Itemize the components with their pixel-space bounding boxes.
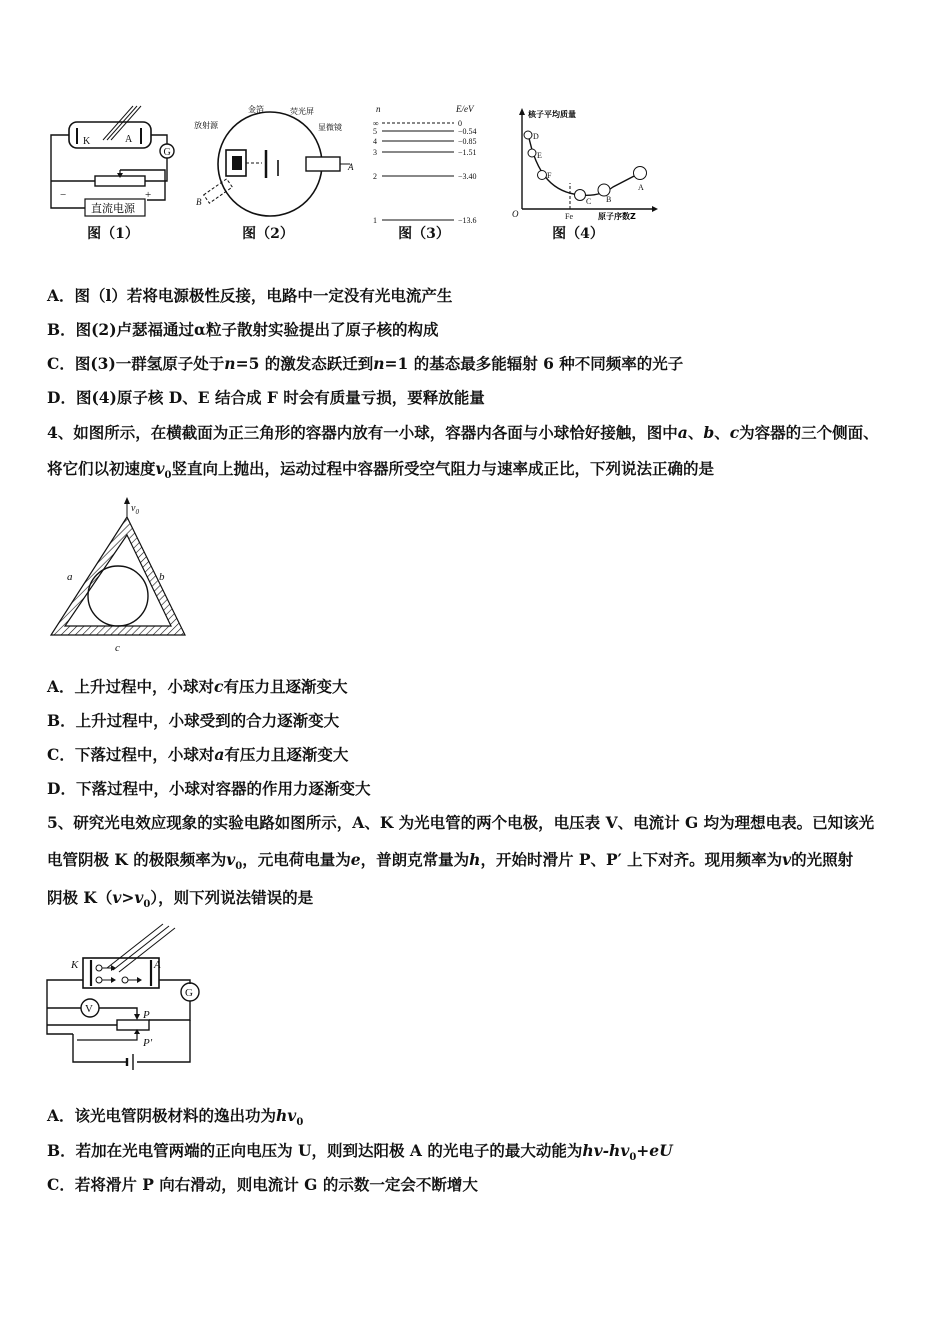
q3-option-a: A．图（l）若将电源极性反接，电路中一定没有光电流产生 [47, 286, 453, 305]
q4-fig-label-b: b [159, 571, 165, 583]
fig2-foil-label: 金箔 [248, 105, 264, 114]
svg-text:2: 2 [373, 172, 377, 181]
q5-stem-line-2: 电管阴极 K 的极限频率为$v_0$，元电荷电量为e，普朗克常量为h，开始时滑片 P、P′ 上下对齐。现用频率为v的光照射 [47, 850, 854, 873]
q4-stem-line-2: 将它们以初速度$v_0$竖直向上抛出，运动过程中容器所受空气阻力与速率成正比，下列说法正确的是 [47, 459, 715, 482]
svg-text:−0.85: −0.85 [458, 137, 477, 146]
fig4-origin: O [512, 209, 519, 219]
svg-text:3: 3 [373, 148, 377, 157]
q5-fig-label-v: V [85, 1003, 93, 1015]
svg-text:−0.54: −0.54 [458, 127, 477, 136]
fig2-label-b: B [196, 197, 202, 207]
q3-option-c: C．图(3)一群氢原子处于n=5 的激发态跃迁到n=1 的基态最多能辐射 6 种不同频率的光子 [47, 354, 684, 373]
q4-option-d: D．下落过程中，小球对容器的作用力逐渐变大 [47, 779, 371, 798]
fig1-plus: + [145, 189, 152, 201]
q4-fig-label-c: c [115, 642, 120, 654]
fig2-microscope-label: 显微镜 [318, 123, 342, 132]
q5-option-b: B．若加在光电管两端的正向电压为 U，则到达阳极 A 的光电子的最大动能为$hv-hv_0+eU$ [47, 1141, 673, 1164]
figure-2-alpha-scattering [190, 100, 355, 222]
q4-option-c: C．下落过程中，小球对a有压力且逐渐变大 [47, 745, 349, 764]
fig2-source-label: 放射源 [194, 121, 218, 130]
fig3-level-inf [373, 119, 462, 128]
svg-text:4: 4 [373, 137, 377, 146]
q4-fig-v0: $v_0$ [131, 503, 139, 516]
fig4-point-b [598, 184, 611, 204]
svg-text:∞: ∞ [373, 119, 379, 128]
fig4-point-a [634, 167, 647, 193]
figure-3-caption: 图（3） [398, 226, 450, 242]
figure-4-binding-curve [508, 105, 658, 223]
q5-fig-label-p2: P′ [143, 1037, 153, 1049]
fig1-minus: − [60, 189, 67, 201]
fig4-xlabel: 原子序数Z [598, 212, 636, 221]
figure-4-caption: 图（4） [552, 226, 604, 242]
fig3-level-3 [373, 148, 477, 157]
svg-text:1: 1 [373, 216, 377, 225]
svg-text:B: B [606, 195, 612, 204]
svg-text:5: 5 [373, 127, 377, 136]
q5-fig-label-g: G [185, 987, 193, 999]
q4-fig-label-a: a [67, 571, 73, 583]
figure-3-energy-levels [368, 100, 493, 225]
q4-figure-triangle-container [45, 495, 195, 655]
q5-stem-line-1: 5、研究光电效应现象的实验电路如图所示，A、K 为光电管的两个电极，电压表 V、电流计 G 均为理想电表。已知该光 [47, 813, 875, 832]
q4-stem-line-1: 4、如图所示，在横截面为正三角形的容器内放有一小球，容器内各面与小球恰好接触，图中a、b、c为容器的三个侧面、 [47, 423, 879, 442]
fig4-point-d [524, 131, 539, 141]
svg-text:A: A [638, 183, 644, 192]
fig3-level-4 [373, 137, 477, 146]
fig3-col-n: n [376, 104, 381, 114]
svg-text:E: E [537, 151, 542, 160]
fig3-col-e: E/eV [456, 104, 474, 114]
q3-option-b: B．图(2)卢瑟福通过α粒子散射实验提出了原子核的构成 [47, 320, 439, 339]
fig4-point-f [538, 171, 553, 181]
q5-fig-label-p: P [143, 1009, 150, 1021]
q5-fig-label-a: A [154, 959, 161, 971]
q3-option-d: D．图(4)原子核 D、E 结合成 F 时会有质量亏损，要释放能量 [47, 388, 485, 407]
svg-text:C: C [586, 197, 592, 206]
fig4-fe: Fe [565, 212, 573, 221]
figure-2-caption: 图（2） [242, 226, 294, 242]
fig1-label-a: A [125, 134, 133, 145]
q4-option-b: B．上升过程中，小球受到的合力逐渐变大 [47, 711, 340, 730]
svg-text:D: D [533, 132, 539, 141]
svg-text:0: 0 [458, 119, 462, 128]
q5-option-a: A．该光电管阴极材料的逸出功为$hv_0$ [47, 1106, 304, 1129]
fig1-label-k: K [83, 136, 91, 147]
q4-option-a: A．上升过程中，小球对c有压力且逐渐变大 [47, 677, 348, 696]
fig3-level-5 [373, 127, 477, 136]
fig4-ylabel: 核子平均质量 [528, 110, 576, 119]
svg-text:−3.40: −3.40 [458, 172, 477, 181]
svg-text:−13.6: −13.6 [458, 216, 477, 225]
svg-text:F: F [547, 171, 552, 180]
fig3-level-2 [373, 172, 477, 181]
fig1-power-label: 直流电源 [91, 202, 135, 215]
fig2-label-a: A [348, 162, 354, 172]
q5-option-c: C．若将滑片 P 向右滑动，则电流计 G 的示数一定会不断增大 [47, 1175, 478, 1194]
q5-figure-photoelectric-circuit [45, 922, 210, 1072]
fig2-screen-label: 荧光屏 [290, 107, 314, 116]
fig4-point-c [575, 190, 592, 207]
svg-text:−1.51: −1.51 [458, 148, 477, 157]
q5-stem-line-3: 阴极 $K(v>v_0)$，则下列说法错误的是 [47, 888, 314, 911]
q5-fig-label-k: K [71, 959, 79, 971]
figure-1-caption: 图（1） [87, 226, 139, 242]
fig1-label-g: G [163, 147, 171, 158]
figure-1-photoelectric-circuit [45, 100, 185, 220]
